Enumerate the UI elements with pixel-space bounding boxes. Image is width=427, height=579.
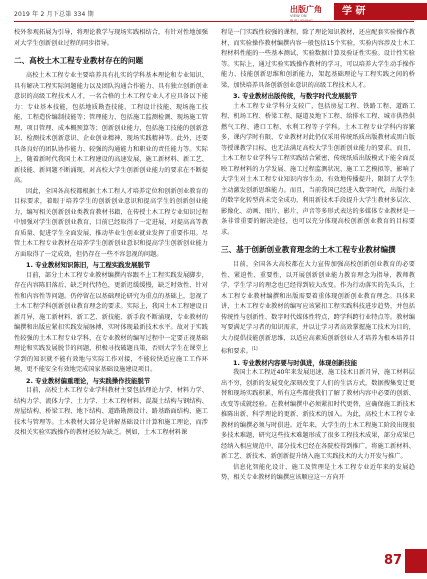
page-header bbox=[0, 0, 427, 24]
paragraph: 我国土木工程近40年来发展迅速，施工技术日新月异，施工材料层出不穷，创新的发展变化深刻改变了人们的生活方式，数据搜集变迁更替和现场实践积累，所有这些都使我们了解了教材内容中必要的创新、改变等成就经验。在教材编撰中必须紧扣时代更替，应确保施工新技术推陈出新、科学理论的更新、新技术的加入。为此，高校土木工程专业教材的编撰必须与时俱进。近年来，大学生的土木工程施工阶段出现很多技术难题，研究这些技术难题形成了很多工程技术成果，部分成果已经纳入相应规范中，部分技术已经在各院校得到推广，将施工新材料、新工艺、新技术、新创新提升纳入施工实践技术的大力开发与推广。 bbox=[221, 369, 415, 461]
paragraph-text: 目前，全国各大高校都在大力宣传加强高校创新创业教育的必要性、紧迫性、重要性，以开展创新创业能力教育理念为指导，教师教学、学生学习的理念也已经得到较大改变。作为行动落实的先头兵，土木工程专业教材编撰和出版需要着重体现创新创业教育理念。具体来讲，土木工程专业教材的编写应该紧扣工程实践科技进步趋势，并包括传统性与创新性、数字时代媒体性特点，跨学科跨行业特点等。教材编写要满足学习者的知识需求，并以让学习者高效掌握施工技术为目的，大力提倡技能创新思维，以适应高素质创新创业人才培养为根本培养目标和要求。 bbox=[221, 261, 415, 356]
subsection-heading: 3. 专业教材出版传统，与数字时代发展脱节 bbox=[233, 92, 358, 100]
section-heading: 三、基于创新创业教育理念的土木工程专业教材编撰 bbox=[221, 245, 396, 254]
paragraph: 高校土木工程专业主要培养具有扎实的学科基本理论和专业知识、具有解决工程实际问题能力以及团队沟通合作能力、具有独立创新创业意识的高级工程技术人才，一名合格的土木工程专业人才应具备以下能力：专业基本技能，包括地质勘查技能、工程设计技能、现场施工技能、工程造价编制技能等；管理能力，包括施工监测检测、现场施工管理、项目管理、成本概预算等；创新创业能力，包括施工技能的创新意识、检测技术创新意识、企业创业精神、现场实践精神等。此外，还要具备良好的团队协作能力、较强的沟通能力和职业的责任能力等。实际上，随着新时代我国土木工程建设的高速发展，施工新材料、新工艺、新技能、新问题不断涌现，对高校大学生创新创业能力的要求在不断提高。 bbox=[14, 72, 208, 184]
section-heading: 二、高校土木工程专业教材存在的问题 bbox=[14, 56, 144, 65]
subsection-heading: 1. 专业教材内容要与时俱进，体现创新技能 bbox=[233, 358, 358, 367]
paragraph: 土木工程专业学科分支较广，包括房屋工程、铁路工程、道路工程、机场工程、桥梁工程、隧道及地下工程、给排水工程、城市供热供燃气工程、港口工程、水利工程等子学科。土木工程专业学科内容繁多，课内学时有限，专业教材对此仍仅采用传统纸质出版教材或黑白版等授课教学目标，也无法满足高校大学生创新创业能力的要求。而且，土木工程专业学科与工程实践结合紧密，传统纸质出版模式下能全面反映工程材料的力学发展、施工过程监测状况、施工工艺模拟等，影响了大学生对土木工程专业知识内容生动、有效地传播提升，限制了大学生主动激发创新思维能力。而且，当前我国已经进入数字时代，出版行业的数字化转型尚未完全成功，利用新技术手段提升大学生教材多层次、影像化、动画、图片、影片、声音等多形式表达的多媒体专业教材是一条非常重要的解决途径，也可以充分体现高校创新创业教育的目标要求。 bbox=[221, 102, 415, 236]
left-column bbox=[14, 28, 208, 438]
paragraph: 目前，部分土木工程专业教材编撰内容跟不上工程实践发展脚步，存在内容陈旧落后、缺乏时代特色，更新迟缓缓慢，缺乏时效性、针对性和内容性等问题。仍停留在以基础理论研究为重点的基础上，忽视了土木工程学科创新创业教育理念的要求。实际上，我国土木工程建设日新月异，施工新材料、新工艺、新技能、新手段不断涌现，专业教材的编撰和出版应紧扣实践发展脉搏，实时体现最新技术水平。故对于实践性较强的土木工程专业学科，在专业教材的编写过程中一定要正视基础理论和实践发展脱节的问题，积极寻找破题良策，否则大学生在课堂上学到的知识就不能有效地与实际工作对接，不能较快适应施工工作环境，更不能安全有效地完成国家基础设施建设项目。 bbox=[14, 271, 208, 373]
issue-info: 2019 年 2 月下总第 334 期 bbox=[14, 11, 94, 18]
journal-logo bbox=[290, 5, 330, 21]
subsection-heading: 2. 专业教材偏重理论，与实践操作技能脱节 bbox=[26, 376, 151, 385]
page-number: 87 bbox=[384, 553, 403, 568]
subsection-heading: 1. 专业教材知识陈旧，与工程实践发展脱节 bbox=[26, 261, 151, 269]
paragraph: 程是一门实践性较强的课程，除了理论知识教材，还应配套实验操作教材，而实验操作教材编撰内容一般包括15个实验，实验内容涉及土木工程材料性能的一些基本测试，实验数据计算及验证性实验。设计性实验等。实际上，通过实验实践操作教材的学习，可以培养大学生动手操作能力、技能创新思维和创新能力，架起基础理论与工程实践之间的桥梁，加快培养具备创新创业意识的高级工程技术人才。 bbox=[221, 29, 415, 89]
paragraph: 因此，全国各高校都根据土木工程人才培养定位和创新创业教育的目标要求，着眼于培养学生的创新创业意识和提高学生的创新创业能力，编写相关创新创业类教育教材书籍，在传授土木工程专业知识过程中加强对学生创新创业教育，目前已经取得了一定进展，对提高高等教育质量、促进学生全面发展、推动毕业生创业就业发挥了重要作用。尽管土木工程专业教材在培养学生创新创业意识和提高学生创新创业能力方面取得了一定成效，但仍存在一些不容忽视的问题。 bbox=[14, 187, 208, 258]
paragraph: 信息化智能化设计、施工及管理是土木工程专业近年来的发展趋势，相关专业教材的编撰应该顺应这一方向开 bbox=[221, 463, 415, 482]
journal-logo-title: 出版广角 bbox=[290, 5, 322, 14]
reference-marker: [1] bbox=[251, 346, 258, 351]
page-corner-accent bbox=[405, 549, 427, 573]
paragraph bbox=[221, 260, 415, 358]
header-divider bbox=[14, 21, 414, 22]
paragraph: 校外参观拓展为引导，将理论教学与现场实践相结合，有针对性地加强对大学生创新创业过程的同步指导。 bbox=[14, 29, 208, 47]
right-column bbox=[221, 28, 415, 484]
paragraph: 目前，高校土木工程专业学科教材主要包括理论力学、材料力学、结构力学、流体力学、土力学、土木工程材料、混凝土结构与钢结构、房屋结构、桥梁工程、地下结构、道路勘测设计、路基路面结构、施工技术与管理等。土木教材大部分是讲解基础设计计算和施工理论，而涉及相关实验实践操作的教材还较为缺乏。例如，土木工程材料课 bbox=[14, 387, 208, 436]
section-label: 学 研 bbox=[334, 3, 427, 20]
journal-logo-subtitle: VIEW ON bbox=[290, 14, 307, 18]
